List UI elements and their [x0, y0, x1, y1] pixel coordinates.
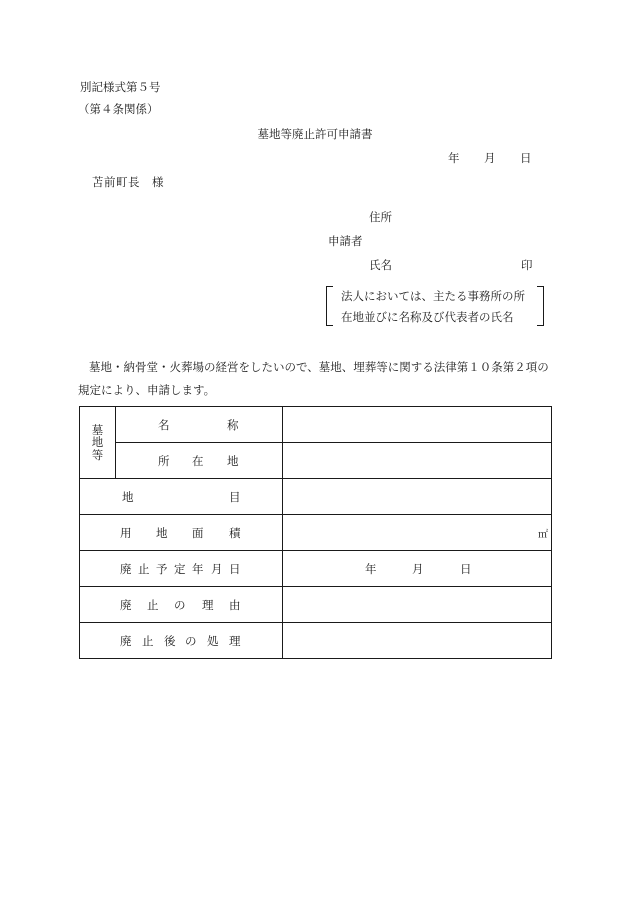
post-closure-treatment-value[interactable] — [283, 623, 552, 659]
closure-date-year: 年 — [365, 561, 377, 576]
label-char: 由 — [229, 597, 241, 612]
label-char: 地 — [156, 525, 168, 540]
label-char: 処 — [207, 633, 219, 648]
post-closure-treatment-label — [80, 623, 283, 659]
name-label: 氏名 — [369, 258, 392, 272]
closure-date-month: 月 — [412, 561, 424, 576]
label-char: 所 — [158, 453, 170, 468]
group-char: 墓 — [91, 422, 104, 437]
label-char: 在 — [192, 453, 204, 468]
land-category-value[interactable] — [283, 479, 552, 515]
cemetery-group-label — [80, 407, 116, 479]
label-char: 用 — [120, 525, 132, 540]
label-char: 理 — [229, 633, 241, 648]
closure-date-value[interactable] — [283, 551, 552, 587]
closure-date-label — [80, 551, 283, 587]
label-char: 廃 — [120, 597, 132, 612]
label-char: 廃 — [120, 561, 132, 576]
closure-reason-value[interactable] — [283, 587, 552, 623]
label-char: 称 — [227, 417, 239, 432]
corporate-note-line-2: 在地並びに名称及び代表者の氏名 — [341, 310, 514, 324]
label-char: 予 — [156, 561, 168, 576]
label-char: 年 — [192, 561, 204, 576]
applicant-label: 申請者 — [328, 234, 363, 248]
label-char: の — [174, 597, 186, 612]
label-char: 目 — [229, 489, 241, 504]
table-row-location — [80, 443, 552, 479]
document-title: 墓地等廃止許可申請書 — [257, 127, 373, 141]
table-row-name — [80, 407, 552, 443]
label-char: 廃 — [120, 633, 132, 648]
corporate-note-line-1: 法人においては、主たる事務所の所 — [341, 289, 525, 303]
label-char: 止 — [147, 597, 159, 612]
label-char: 積 — [229, 525, 241, 540]
closure-reason-label — [80, 587, 283, 623]
date-day: 日 — [520, 151, 532, 165]
label-char: 後 — [164, 633, 176, 648]
label-char: 定 — [174, 561, 186, 576]
land-area-label — [80, 515, 283, 551]
recipient: 苫前町長 様 — [92, 175, 164, 189]
name-field-value[interactable] — [283, 407, 552, 443]
label-char: 名 — [158, 417, 170, 432]
label-char: 日 — [229, 561, 241, 576]
seal-mark: 印 — [521, 258, 533, 272]
permit-table — [79, 406, 552, 659]
group-char: 等 — [91, 447, 104, 462]
label-char: 月 — [211, 561, 223, 576]
land-area-value[interactable] — [283, 515, 552, 551]
form-number: 別記様式第５号 — [80, 80, 161, 94]
label-char: の — [185, 633, 197, 648]
label-char: 止 — [138, 561, 150, 576]
table-row-land-category — [80, 479, 552, 515]
closure-date-day: 日 — [460, 561, 472, 576]
application-body-text: 墓地・納骨堂・火葬場の経営をしたいので、墓地、埋葬等に関する法律第１０条第２項の規定により、申請します。 — [78, 360, 549, 397]
left-bracket — [326, 286, 333, 326]
table-row-post-treatment — [80, 623, 552, 659]
right-bracket — [537, 286, 544, 326]
label-char: 理 — [202, 597, 214, 612]
land-category-label — [80, 479, 283, 515]
location-field-value[interactable] — [283, 443, 552, 479]
address-label: 住所 — [369, 210, 392, 224]
date-month: 月 — [484, 151, 496, 165]
label-char: 面 — [192, 525, 204, 540]
table-row-closure-date — [80, 551, 552, 587]
label-char: 地 — [227, 453, 239, 468]
name-field-label — [116, 407, 283, 443]
article-reference: （第４条関係） — [78, 102, 159, 116]
label-char: 地 — [122, 489, 134, 504]
table-row-reason — [80, 587, 552, 623]
location-field-label — [116, 443, 283, 479]
area-unit: ㎡ — [538, 529, 548, 540]
date-year: 年 — [448, 151, 460, 165]
label-char: 止 — [142, 633, 154, 648]
table-row-land-area — [80, 515, 552, 551]
group-char: 地 — [91, 435, 104, 450]
